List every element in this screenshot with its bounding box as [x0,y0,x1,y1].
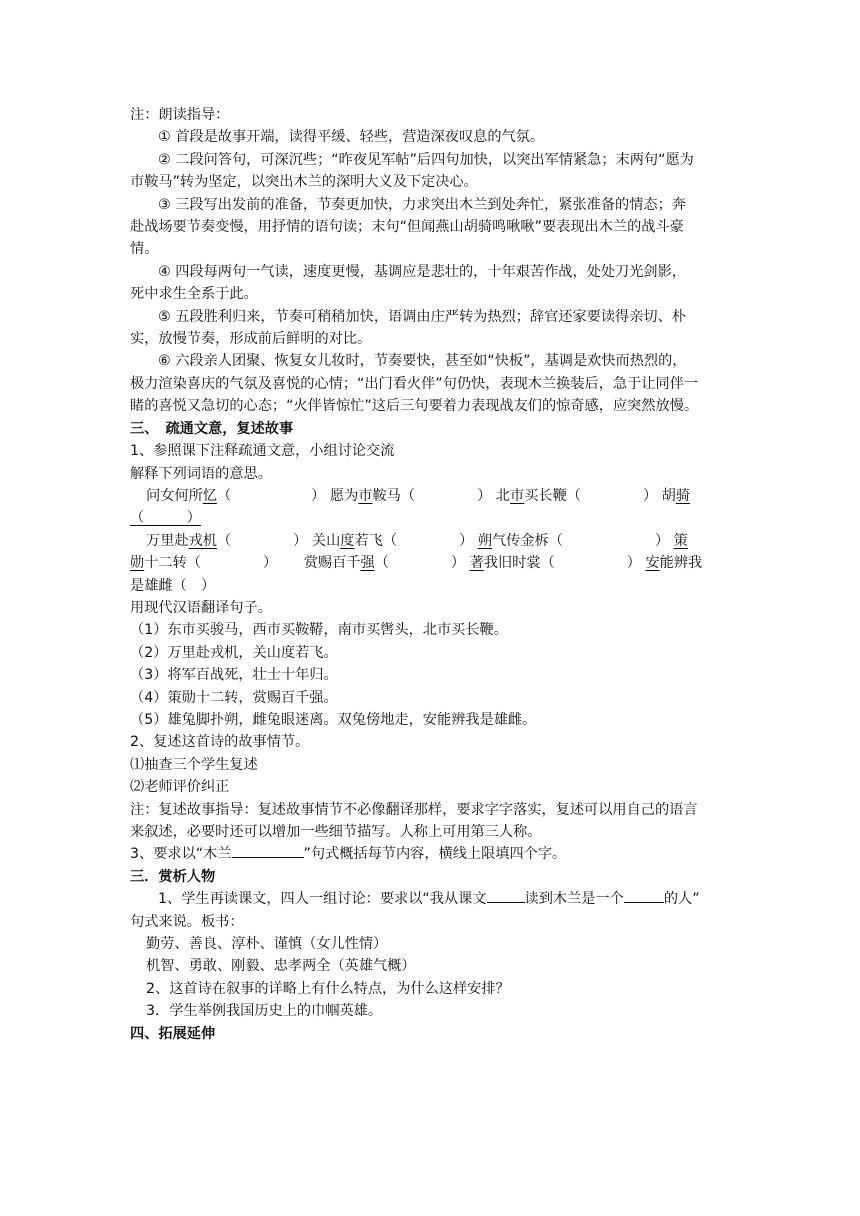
vocab-text: 北 [495,487,510,504]
vocab-text: 关山 [311,532,341,549]
vocab-text: ） [626,555,641,572]
guide-paragraph-3-line-2: 赴战场要节奏变慢，用抒情的语句读；末句“但闻燕山胡骑鸣啾啾”要表现出木兰的战斗豪 [130,219,684,236]
vocab-text: ） [459,532,474,549]
task-2-step-1: ⑴抽查三个学生复述 [130,756,258,773]
vocab-row-1-tail [130,507,730,529]
question-text: 读到木兰是一个 [524,891,624,908]
task-2-step-2: ⑵老师评价纠正 [130,779,230,796]
vocab-text: ） [477,487,492,504]
document-page [130,104,730,1045]
guide-paragraph-2-line-2: 市鞍马”转为坚定，以突出木兰的深明大义及下定决心。 [130,174,478,191]
vocab-text: 胡 [661,487,676,504]
vocab-text: ） [293,532,308,549]
guide-paragraph-5-line-1: ⑤ 五段胜利归来，节奏可稍稍加快，语调由庄严转为热烈；辞官还家要读得亲切、朴 [158,308,686,325]
vocab-row-3-tail: 是雄雌（ ） [130,577,216,594]
translate-prompt: 用现代汉语翻译句子。 [130,599,272,616]
guide-paragraph-3-line-1: ③ 三段写出发前的准备，节奏更加快，力求突出木兰到处奔忙，紧张准备的情态；奔 [158,196,686,213]
sentence-2: （2）万里赴戎机，关山度若飞。 [130,644,338,661]
vocab-text: （ [216,532,232,549]
analysis-question-3: 3．学生举例我国历史上的巾帼英雄。 [146,1003,383,1020]
explain-words-prompt: 解释下列词语的意思。 [130,465,272,482]
task-3 [130,843,730,865]
sentence-1: （1）东市买骏马，西市买鞍鞯，南市买辔头，北市买长鞭。 [130,622,508,639]
vocab-keyword: 安 [645,555,660,572]
question-text: 的人” [663,891,700,908]
vocab-keyword: 著 [469,555,484,572]
guide-paragraph-4-line-1: ④ 四段每两句一气读，速度更慢，基调应是悲壮的，十年艰苦作战，处处刀光剑影， [158,263,686,280]
vocab-text: 万里赴 [146,532,189,549]
guide-paragraph-5-line-2: 实，放慢节奏，形成前后鲜明的对比。 [130,331,372,348]
guide-paragraph-6-line-3: 睹的喜悦又急切的心态；“火伴皆惊忙”这后三句要着力表现战友们的惊奇感，应突然放慢。 [130,398,699,415]
vocab-text: （ [374,555,389,572]
board-line-2: 机智、勇敢、刚毅、忠孝两全（英雄气概） [146,958,416,975]
analysis-heading: 三．赏析人物 [130,868,216,885]
sentence-3: （3）将军百战死，壮士十年归。 [130,667,338,684]
vocab-text: 买长鞭（ [524,487,581,504]
vocab-text: ） [450,555,466,572]
guide-paragraph-4-line-2: 死中求生全系于此。 [130,286,258,303]
task-3-text: 3、要求以“木兰 [130,846,232,863]
vocab-text: ） [642,487,658,504]
analysis-question-1-line-2: 句式来说。板书： [130,913,244,930]
vocab-keyword: 度 [340,532,355,549]
vocab-keyword: 策 [673,532,688,549]
vocab-text: 愿为 [329,487,359,504]
analysis-question-1 [130,888,730,910]
vocab-text: 赏赐百千 [303,555,361,572]
guide-paragraph-6-line-1: ⑥ 六段亲人团聚、恢复女儿妆时，节奏要快，甚至如“快板”，基调是欢快而热烈的， [158,353,687,370]
vocab-text: 问女何所 [146,487,203,504]
vocab-row-1 [130,485,730,507]
fill-blank[interactable] [624,888,664,903]
vocab-row-2 [130,530,730,552]
vocab-text: 十二转（ [144,555,201,572]
fill-blank[interactable] [487,888,525,903]
vocab-text: ） [311,487,326,504]
task-2: 2、复述这首诗的故事情节。 [130,734,310,751]
vocab-keyword: 勋 [130,555,145,572]
guide-paragraph-6-line-2: 极力渲染喜庆的气氛及喜悦的心情；“出门看火伴”句仍快，表现木兰换装后，急于让同伴一 [130,375,699,392]
reading-guide-heading: 注：朗读指导： [130,107,230,123]
guide-paragraph-2-line-1: ② 二段问答句，可深沉些；“昨夜见军帖”后四句加快，以突出军情紧急；末两句“愿为 [158,151,694,168]
vocab-text: （ [216,487,232,504]
vocab-text: 鞍马（ [372,487,416,504]
vocab-text: 能辨我 [659,555,703,572]
analysis-question-2: 2、这首诗在叙事的详略上有什么特点，为什么这样安排？ [146,980,510,997]
vocab-keyword: 骑 [675,487,691,504]
vocab-keyword: 强 [360,555,375,572]
sentence-4: （4）策勋十二转，赏赐百千强。 [130,689,338,706]
guide-paragraph-1: ① 首段是故事开端，读得平缓、轻些，营造深夜叹息的气氛。 [158,129,545,146]
vocab-text: 若飞（ [354,532,398,549]
guide-paragraph-3-line-3: 情。 [130,241,159,258]
retell-guide-line-2: 来叙述，必要时还可以增加一些细节描写。人称上可用第三人称。 [130,824,542,840]
section-3-heading: 三、 疏通文意，复述故事 [130,420,294,437]
vocab-row-3 [130,552,730,574]
vocab-text: ） [654,532,670,549]
vocab-keyword: 市 [509,487,525,504]
answer-blank[interactable]: （ ） [130,510,201,527]
board-line-1: 勤劳、善良、淳朴、谨慎（女儿性情） [146,936,388,953]
vocab-keyword: 戎机 [188,532,217,549]
vocab-keyword: 市 [358,487,373,504]
section-4-heading: 四、拓展延伸 [130,1025,216,1042]
vocab-text: 气传金柝（ [491,532,563,549]
task-3-text: ”句式概括每节内容，横线上限填四个字。 [303,846,567,863]
question-text: 1、学生再读课文，四人一组讨论：要求以“我从课文 [158,891,487,908]
vocab-keyword: 朔 [477,532,492,549]
vocab-keyword: 忆 [202,487,217,504]
sentence-5: （5）雄兔脚扑朔，雌兔眼迷离。双兔傍地走，安能辨我是雄雌。 [130,711,537,728]
fill-blank[interactable] [232,843,304,858]
vocab-text: 我旧时裳（ [483,555,555,572]
task-1: 1、参照课下注释疏通文意，小组讨论交流 [130,443,395,460]
retell-guide-line-1: 注：复述故事指导：复述故事情节不必像翻译那样，要求字字落实，复述可以用自己的语言 [130,801,698,818]
vocab-text: ） [262,555,278,572]
